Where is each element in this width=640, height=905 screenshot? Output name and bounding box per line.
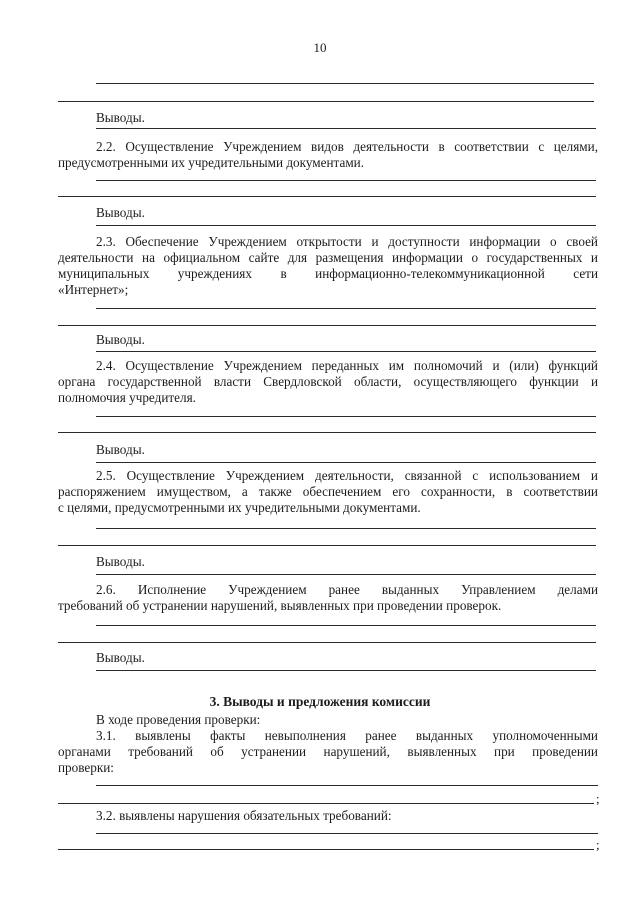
fill-line bbox=[58, 545, 596, 546]
conclusions-label: Выводы. bbox=[96, 205, 145, 220]
fill-line bbox=[58, 642, 596, 643]
line-terminator: ; bbox=[596, 791, 600, 806]
fill-line bbox=[96, 574, 596, 575]
item-2-5-line-3: с целями, предусмотренными их учредительными документами. bbox=[58, 500, 421, 515]
item-2-4-line-1: 2.4. Осуществление Учреждением переданных им полномочий и (или) функций bbox=[96, 358, 598, 373]
conclusions-label: Выводы. bbox=[96, 442, 145, 457]
item-2-4-line-2: органа государственной власти Свердловской области, осуществляющего функции и bbox=[58, 374, 598, 389]
item-2-3-line-1: 2.3. Обеспечение Учреждением открытости и доступности информации о своей bbox=[96, 234, 598, 249]
item-2-4-line-3: полномочия учредителя. bbox=[58, 390, 196, 405]
item-2-3-line-3: муниципальных учреждениях в информационно-телекоммуникационной сети bbox=[58, 266, 598, 281]
conclusions-label: Выводы. bbox=[96, 332, 145, 347]
page-number: 10 bbox=[313, 40, 327, 55]
fill-line bbox=[96, 670, 596, 671]
fill-line bbox=[58, 101, 594, 102]
item-2-6-line-1: 2.6. Исполнение Учреждением ранее выданных Управлением делами bbox=[96, 582, 598, 597]
item-3-1-line-1: 3.1. выявлены факты невыполнения ранее выданных уполномоченными bbox=[96, 728, 598, 743]
fill-line bbox=[58, 803, 594, 804]
item-2-3-line-2: деятельности на официальном сайте для размещения информации о государственных и bbox=[58, 250, 598, 265]
fill-line bbox=[96, 128, 596, 129]
fill-line bbox=[58, 325, 596, 326]
item-2-5-line-1: 2.5. Осуществление Учреждением деятельности, связанной с использованием и bbox=[96, 468, 598, 483]
fill-line bbox=[58, 196, 596, 197]
item-2-6-line-2: требований об устранении нарушений, выявленных при проведении проверок. bbox=[58, 598, 502, 613]
fill-line bbox=[96, 83, 594, 84]
item-2-2-line-2: предусмотренными их учредительными документами. bbox=[58, 155, 365, 170]
item-3-1-line-2: органами требований об устранении нарушений, выявленных при проведении bbox=[58, 744, 598, 759]
conclusions-label: Выводы. bbox=[96, 110, 145, 125]
fill-line bbox=[96, 351, 596, 352]
conclusions-label: Выводы. bbox=[96, 650, 145, 665]
item-2-2-line-1: 2.2. Осуществление Учреждением видов деятельности в соответствии с целями, bbox=[96, 139, 598, 154]
fill-line bbox=[96, 833, 598, 834]
item-2-3-line-4: «Интернет»; bbox=[58, 282, 129, 297]
line-terminator: ; bbox=[596, 837, 600, 852]
fill-line bbox=[96, 785, 598, 786]
fill-line bbox=[96, 462, 596, 463]
fill-line bbox=[58, 432, 596, 433]
item-2-5-line-2: распоряжением имуществом, а также обеспечением его сохранности, в соответствии bbox=[58, 484, 598, 499]
fill-line bbox=[96, 225, 596, 226]
fill-line bbox=[58, 849, 594, 850]
fill-line bbox=[96, 308, 596, 309]
item-3-1-line-3: проверки: bbox=[58, 760, 114, 775]
section-3-intro: В ходе проведения проверки: bbox=[96, 712, 261, 727]
conclusions-label: Выводы. bbox=[96, 554, 145, 569]
fill-line bbox=[96, 180, 596, 181]
fill-line bbox=[96, 625, 596, 626]
section-3-heading: 3. Выводы и предложения комиссии bbox=[209, 694, 431, 709]
item-3-2-line-1: 3.2. выявлены нарушения обязательных требований: bbox=[96, 808, 392, 823]
fill-line bbox=[96, 416, 596, 417]
fill-line bbox=[96, 528, 596, 529]
